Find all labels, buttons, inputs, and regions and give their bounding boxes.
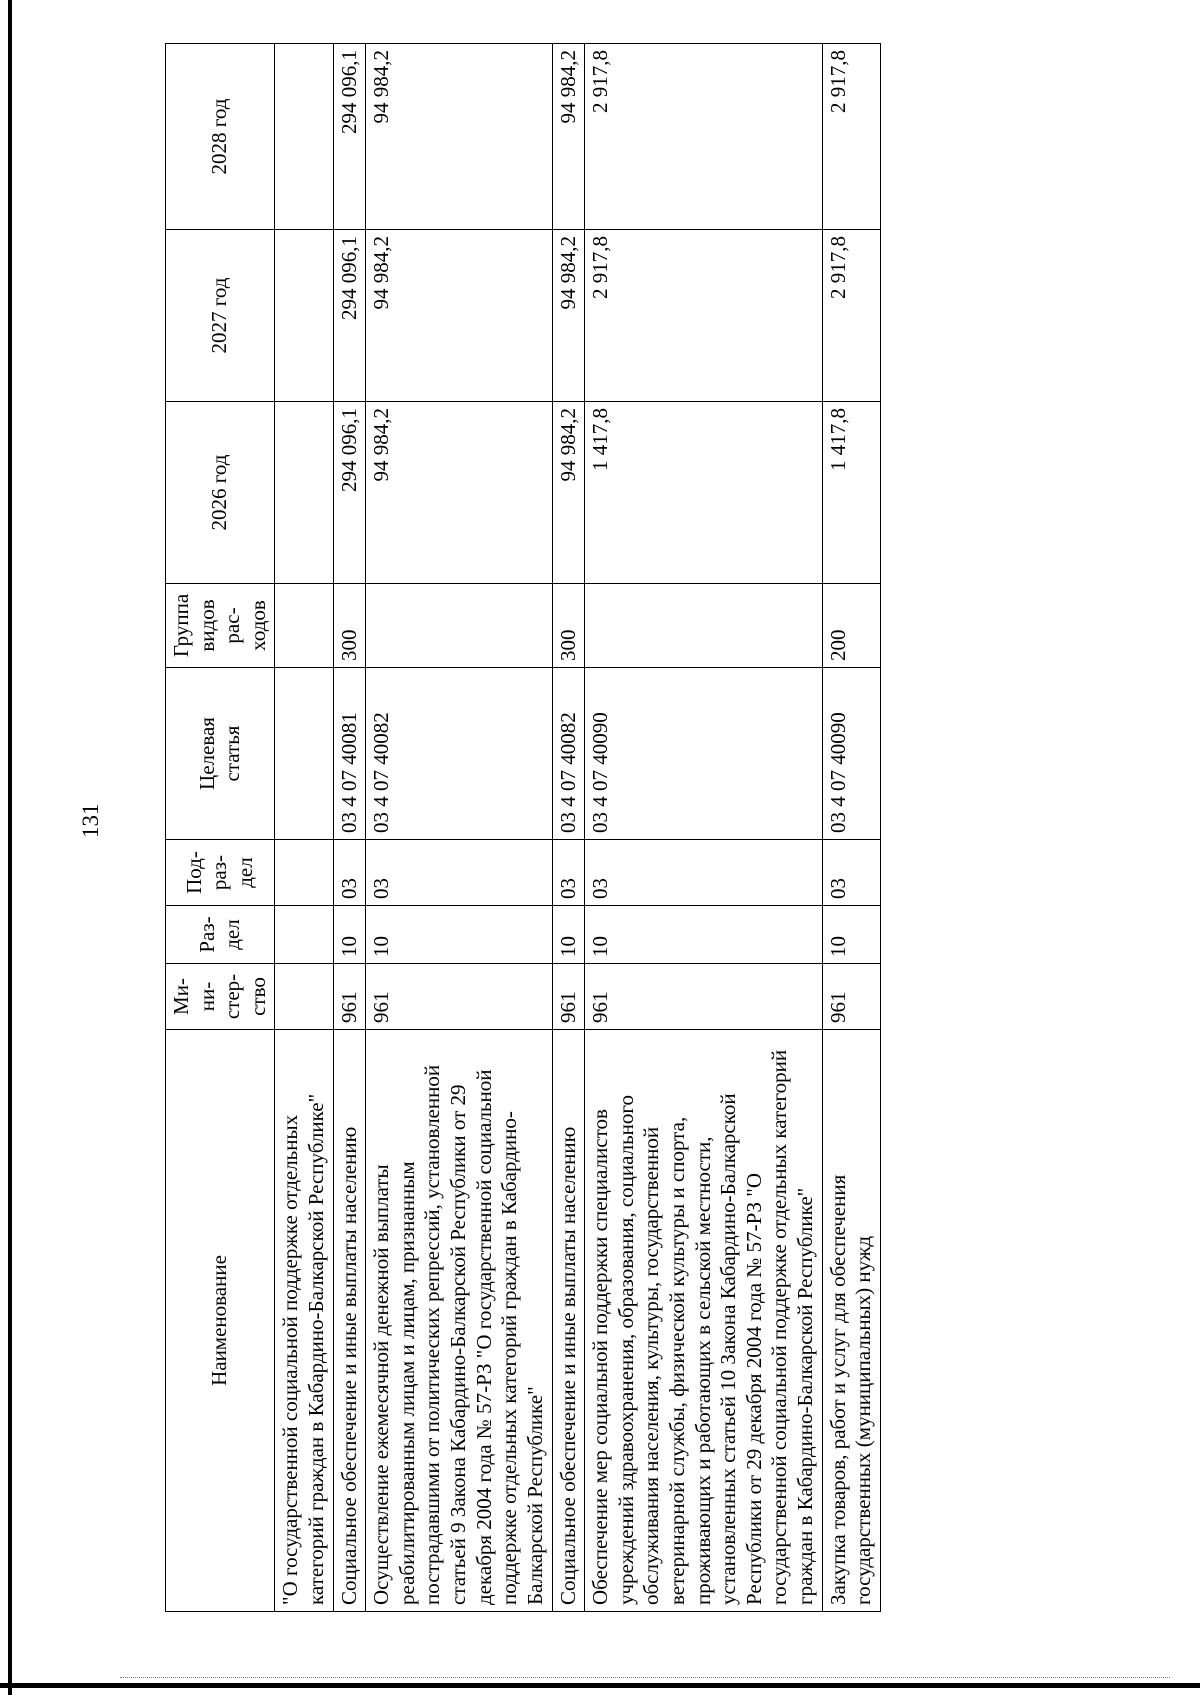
row-ministry: 961 [822,964,880,1030]
row-name: "О государственной социальной поддержке отдельных категорий граждан в Кабардино-Балкарской Республике" [275,1030,333,1612]
row-target: 03 4 07 40090 [822,668,880,840]
row-ministry: 961 [552,964,585,1030]
row-2028 [275,44,333,230]
row-2028: 294 096,1 [333,44,366,230]
table-row [552,44,585,1612]
row-group: 300 [333,584,366,668]
row-group: 300 [552,584,585,668]
header-row [166,44,275,1612]
row-section: 10 [585,906,822,964]
row-2027 [275,230,333,402]
row-2026 [275,402,333,584]
budget-table [165,43,881,1612]
left-border-line [8,0,12,1695]
row-name: Социальное обеспечение и иные выплаты населению [552,1030,585,1612]
row-2026: 1 417,8 [822,402,880,584]
row-target [275,668,333,840]
header-2028: 2028 год [166,44,275,230]
header-ministry: Ми- ни- стер- ство [166,964,275,1030]
row-2026: 94 984,2 [366,402,552,584]
row-section: 10 [822,906,880,964]
row-ministry: 961 [333,964,366,1030]
header-2027: 2027 год [166,230,275,402]
row-subsection: 03 [366,840,552,906]
row-ministry: 961 [585,964,822,1030]
rotated-table-container [165,44,1095,1612]
row-ministry: 961 [366,964,552,1030]
header-expense-group: Группа видов рас- ходов [166,584,275,668]
row-ministry [275,964,333,1030]
row-section [275,906,333,964]
row-section: 10 [366,906,552,964]
row-target: 03 4 07 40090 [585,668,822,840]
row-subsection: 03 [822,840,880,906]
row-2028: 2 917,8 [822,44,880,230]
row-group [585,584,822,668]
row-name: Социальное обеспечение и иные выплаты населению [333,1030,366,1612]
row-target: 03 4 07 40082 [366,668,552,840]
row-target: 03 4 07 40082 [552,668,585,840]
row-2028: 2 917,8 [585,44,822,230]
table-row [333,44,366,1612]
row-2027: 294 096,1 [333,230,366,402]
row-2027: 94 984,2 [552,230,585,402]
row-name: Обеспечение мер социальной поддержки специалистов учреждений здравоохранения, образования, социального обслуживания населения, культуры, государственной ветеринарной службы, физической культуры и спорта, проживающих и работающих в сельской местности, установленных статьей 10 Закона Кабардино-Балкарской Республики от 29 декабря 2004 года № 57-РЗ "О государственной социальной поддержке отдельных категорий граждан в Кабардино-Балкарской Республике" [585,1030,822,1612]
row-section: 10 [333,906,366,964]
row-name: Осуществление ежемесячной денежной выплаты реабилитированным лицам и лицам, признанным пострадавшими от политических репрессий, установленной статьей 9 Закона Кабардино-Балкарской Республики от 29 декабря 2004 года № 57-РЗ "О государственной социальной поддержке отдельных категорий граждан в Кабардино-Балкарской Республике" [366,1030,552,1612]
scan-noise [120,1677,1170,1680]
row-2028: 94 984,2 [366,44,552,230]
header-target-article: Целевая статья [166,668,275,840]
row-2027: 2 917,8 [822,230,880,402]
table-row [275,44,333,1612]
row-2026: 94 984,2 [552,402,585,584]
page-number: 131 [78,803,103,838]
row-target: 03 4 07 40081 [333,668,366,840]
table-row [585,44,822,1612]
row-2026: 1 417,8 [585,402,822,584]
header-section: Раз- дел [166,906,275,964]
row-subsection: 03 [585,840,822,906]
row-2027: 2 917,8 [585,230,822,402]
row-group [275,584,333,668]
row-section: 10 [552,906,585,964]
row-group: 200 [822,584,880,668]
row-name: Закупка товаров, работ и услуг для обеспечения государственных (муниципальных) нужд [822,1030,880,1612]
row-subsection [275,840,333,906]
row-group [366,584,552,668]
table-row [366,44,552,1612]
row-2027: 94 984,2 [366,230,552,402]
header-subsection: Под- раз- дел [166,840,275,906]
row-2028: 94 984,2 [552,44,585,230]
row-subsection: 03 [552,840,585,906]
header-2026: 2026 год [166,402,275,584]
table-row [822,44,880,1612]
row-2026: 294 096,1 [333,402,366,584]
bottom-border-line [0,1683,1200,1688]
header-name: Наименование [166,1030,275,1612]
row-subsection: 03 [333,840,366,906]
